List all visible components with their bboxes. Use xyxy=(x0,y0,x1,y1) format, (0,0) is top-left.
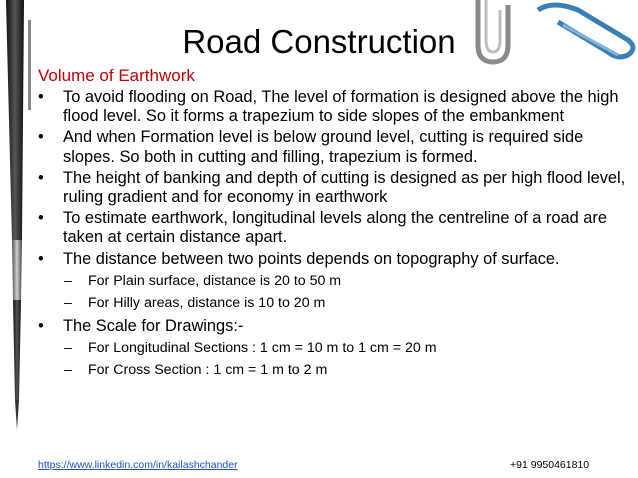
sub-bullet-mark: – xyxy=(64,272,72,289)
sub-bullet-item xyxy=(38,361,636,380)
sub-bullet-text: For Longitudinal Sections : 1 cm = 10 m to 1 cm = 20 m xyxy=(88,340,437,357)
section-subtitle: Volume of Earthwork xyxy=(38,66,195,85)
bullet-item xyxy=(38,317,636,336)
bullet-item xyxy=(38,250,636,269)
bullet-mark: • xyxy=(38,316,44,335)
bullet-mark: • xyxy=(38,249,44,268)
bullet-mark: • xyxy=(38,88,44,106)
bullet-text: To avoid flooding on Road, The level of formation is designed above the high flood level. So it forms a trapezium to side slopes of the embankment xyxy=(63,88,619,126)
bullet-text: The Scale for Drawings:- xyxy=(63,316,244,335)
bullet-mark: • xyxy=(38,168,44,187)
bullet-text: The height of banking and depth of cutting is designed as per high flood level, ruling gradient and for economy in earthwork xyxy=(63,168,626,207)
bullet-mark: • xyxy=(38,128,44,147)
sub-bullet-item xyxy=(38,294,636,313)
sub-bullet-mark: – xyxy=(64,362,72,379)
phone-number: +91 9950461810 xyxy=(510,459,590,471)
bullet-list xyxy=(38,88,636,383)
sub-bullet-mark: – xyxy=(64,340,72,357)
pen-icon xyxy=(0,0,40,478)
bullet-text: To estimate earthwork, longitudinal levels along the centreline of a road are taken at certain distance apart. xyxy=(63,209,607,247)
sub-bullet-text: For Cross Section : 1 cm = 1 m to 2 m xyxy=(88,362,328,379)
bullet-item xyxy=(38,128,636,166)
slide-title: Road Construction xyxy=(182,23,456,60)
bullet-mark: • xyxy=(38,209,44,228)
bullet-item xyxy=(38,88,636,126)
sub-bullet-text: For Hilly areas, distance is 10 to 20 m xyxy=(88,294,326,311)
sub-bullet-item xyxy=(38,272,636,291)
sub-bullet-mark: – xyxy=(64,294,72,311)
sub-bullet-text: For Plain surface, distance is 20 to 50 m xyxy=(88,272,342,289)
linkedin-link[interactable]: https://www.linkedin.com/in/kailashchander xyxy=(38,459,238,471)
bullet-item xyxy=(38,209,636,247)
sub-bullet-item xyxy=(38,339,636,358)
bullet-item xyxy=(38,169,636,207)
bullet-text: And when Formation level is below ground level, cutting is required side slopes. So both in cutting and filling, trapezium is formed. xyxy=(63,128,584,166)
bullet-text: The distance between two points depends on topography of surface. xyxy=(63,249,560,268)
